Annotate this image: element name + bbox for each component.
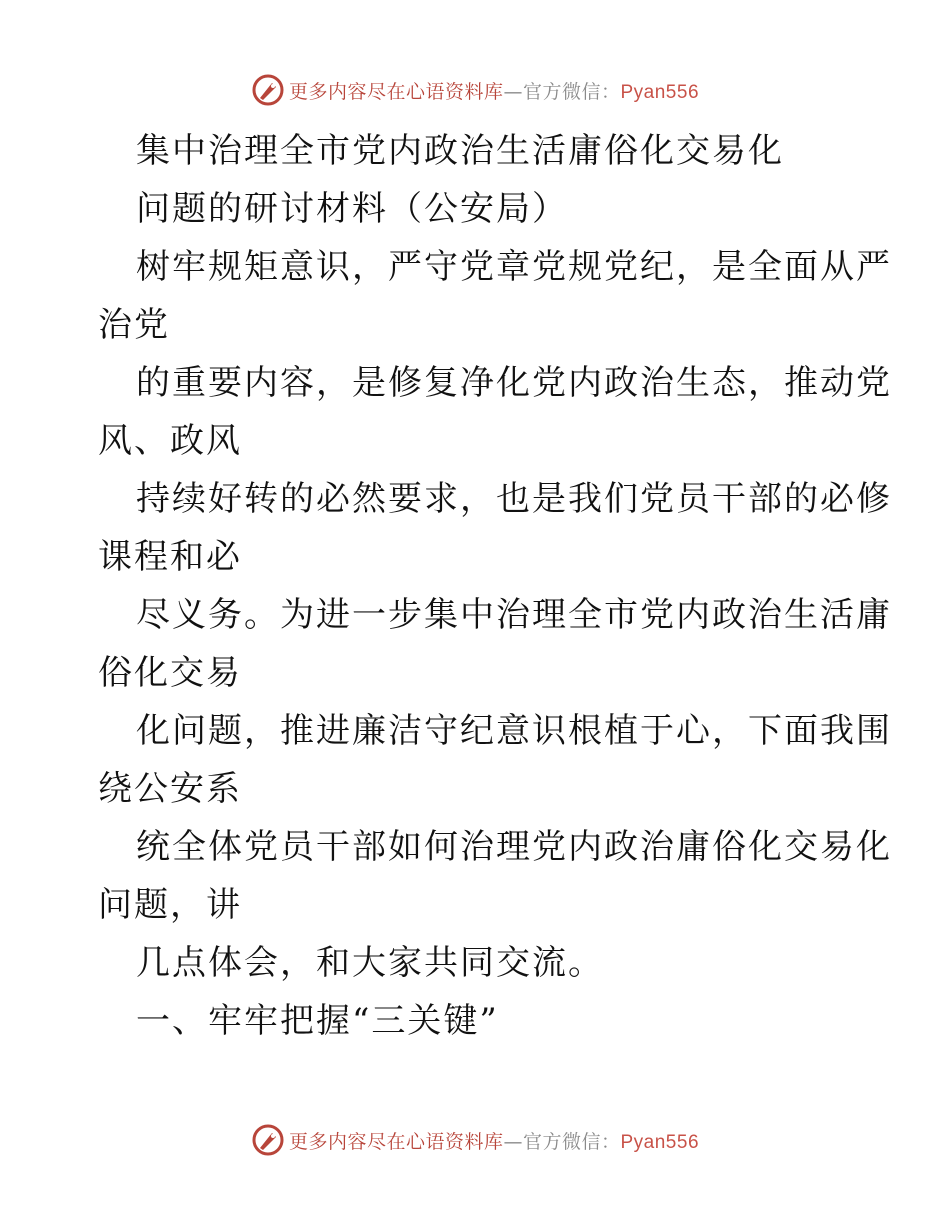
paragraph-line: 风、政风 xyxy=(98,421,242,461)
paragraph-line: 统全体党员干部如何治理党内政治庸俗化交易化 xyxy=(136,827,892,867)
paragraph-line: 俗化交易 xyxy=(98,653,242,693)
paragraph-line: 尽义务。为进一步集中治理全市党内政治生活庸 xyxy=(136,595,892,635)
banner-separator: — xyxy=(503,1130,523,1153)
banner-wechat-label: 官方微信： xyxy=(522,1130,621,1153)
banner-text xyxy=(289,1127,699,1154)
paragraph-line: 问题，讲 xyxy=(98,885,242,925)
banner-main-text: 更多内容尽在心语资料库 xyxy=(288,80,504,103)
paragraph-line: 持续好转的必然要求，也是我们党员干部的必修 xyxy=(136,479,892,519)
paragraph-line: 绕公安系 xyxy=(98,769,242,809)
paragraph-line: 几点体会，和大家共同交流。 xyxy=(136,943,604,983)
title-line-1: 集中治理全市党内政治生活庸俗化交易化 xyxy=(136,131,784,171)
paragraph-line: 化问题，推进廉洁守纪意识根植于心，下面我围 xyxy=(136,711,892,751)
header-banner xyxy=(0,70,950,110)
paragraph-line: 树牢规矩意识，严守党章党规党纪，是全面从严 xyxy=(136,247,892,287)
paragraph-line: 的重要内容，是修复净化党内政治生态，推动党 xyxy=(136,363,892,403)
banner-wechat-id: Pyan556 xyxy=(620,81,700,103)
pen-nib-logo-icon xyxy=(251,1123,285,1157)
banner-text xyxy=(289,77,699,104)
banner-wechat-label: 官方微信： xyxy=(522,80,621,103)
banner-separator: — xyxy=(503,80,523,103)
pen-nib-logo-icon xyxy=(251,73,285,107)
paragraph-line: 治党 xyxy=(98,305,170,345)
banner-main-text: 更多内容尽在心语资料库 xyxy=(288,1130,504,1153)
footer-banner xyxy=(0,1120,950,1160)
title-line-2: 问题的研讨材料（公安局） xyxy=(136,189,568,229)
section-heading: 一、牢牢把握“三关键” xyxy=(136,1001,499,1041)
banner-wechat-id: Pyan556 xyxy=(620,1131,700,1153)
document-body xyxy=(98,122,892,1050)
paragraph-line: 课程和必 xyxy=(98,537,242,577)
